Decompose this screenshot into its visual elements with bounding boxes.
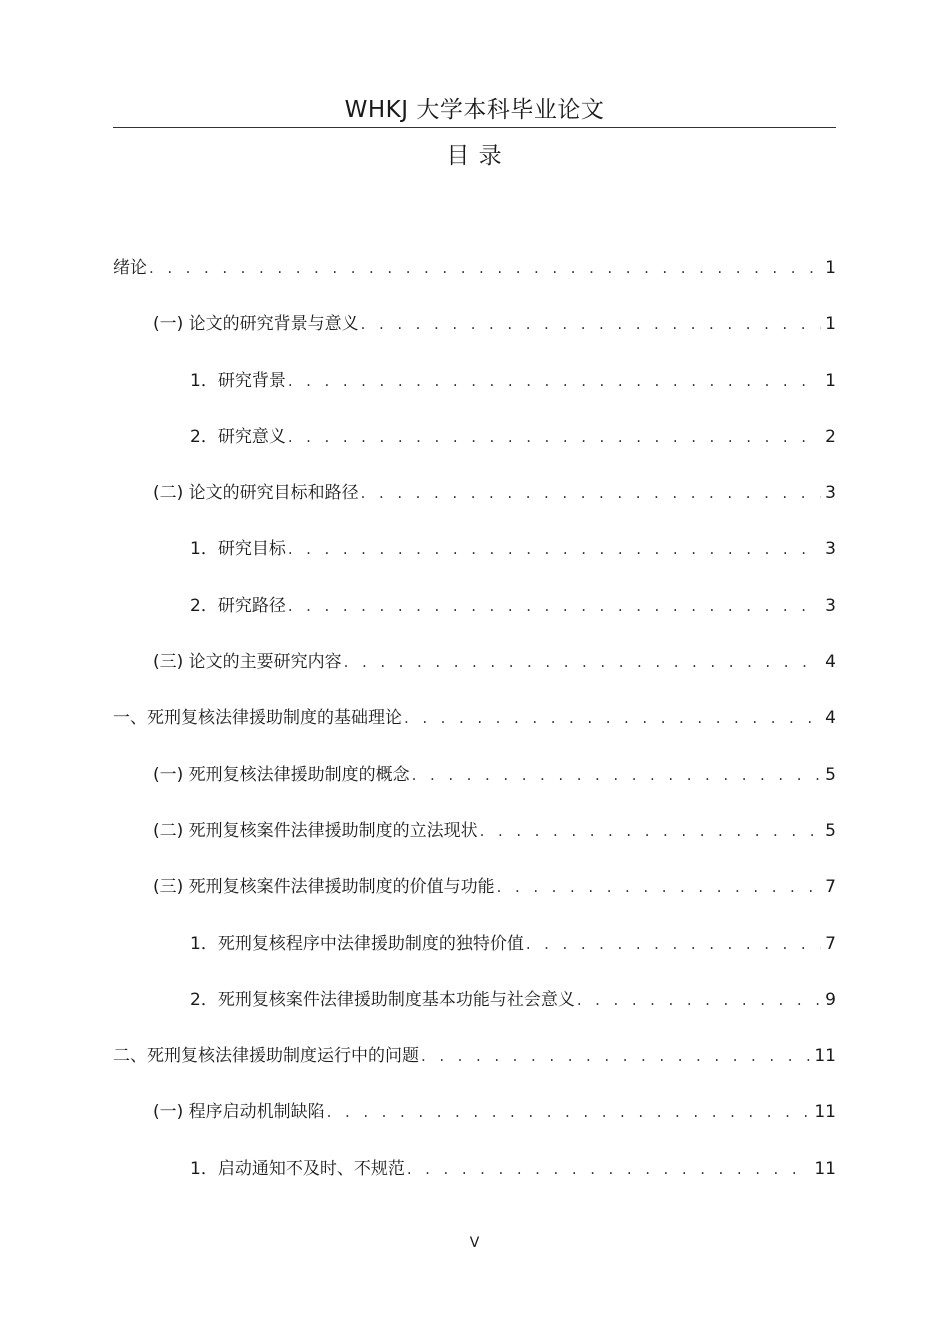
toc-leader-dots (288, 533, 821, 565)
toc-leader-dots (526, 928, 821, 960)
toc-entry-page: 1 (825, 314, 836, 335)
toc-leader-dots (497, 871, 822, 903)
toc-entry-label: (三) 论文的主要研究内容 (153, 652, 342, 673)
toc-entry[interactable] (113, 1040, 836, 1096)
toc-entry[interactable] (113, 1153, 836, 1209)
toc-entry-page: 5 (825, 764, 836, 785)
toc-entry-label: 1．研究目标 (190, 539, 286, 560)
toc-entry-label: (一) 死刑复核法律援助制度的概念 (153, 764, 410, 785)
toc-entry-label: 1．研究背景 (190, 370, 286, 391)
toc-entry[interactable] (113, 646, 836, 702)
toc-entry-label: 2．研究意义 (190, 426, 286, 447)
toc-entry-label: 绪论 (113, 258, 147, 278)
toc-leader-dots (344, 646, 822, 678)
toc-leader-dots (412, 759, 822, 791)
toc-entry[interactable] (113, 1096, 836, 1152)
toc-entry[interactable] (113, 421, 836, 477)
toc-entry-label: 1．死刑复核程序中法律援助制度的独特价值 (190, 933, 524, 954)
table-of-contents (113, 252, 836, 1209)
toc-leader-dots (577, 984, 821, 1016)
toc-entry-page: 11 (814, 1158, 836, 1179)
toc-entry-page: 4 (825, 708, 836, 729)
header-divider (113, 127, 836, 128)
toc-entry-page: 3 (825, 483, 836, 504)
toc-entry-page: 5 (825, 820, 836, 841)
toc-entry-page: 3 (825, 539, 836, 560)
toc-entry-page: 2 (825, 426, 836, 447)
toc-leader-dots (288, 421, 821, 453)
toc-entry-label: (二) 论文的研究目标和路径 (153, 483, 359, 504)
toc-entry-label: (二) 死刑复核案件法律援助制度的立法现状 (153, 820, 478, 841)
toc-leader-dots (361, 477, 822, 509)
toc-entry[interactable] (113, 928, 836, 984)
toc-entry-page: 1 (825, 258, 836, 278)
page-header-title: WHKJ 大学本科毕业论文 (344, 97, 605, 123)
toc-entry-page: 11 (814, 1102, 836, 1123)
toc-entry-label: 二、死刑复核法律援助制度运行中的问题 (113, 1046, 419, 1067)
toc-entry-label: 一、死刑复核法律援助制度的基础理论 (113, 708, 402, 729)
toc-entry-label: (一) 论文的研究背景与意义 (153, 314, 359, 335)
toc-leader-dots (288, 590, 821, 622)
toc-entry[interactable] (113, 984, 836, 1040)
toc-leader-dots (407, 1153, 811, 1185)
toc-entry-page: 7 (825, 877, 836, 898)
toc-entry[interactable] (113, 759, 836, 815)
toc-entry[interactable] (113, 871, 836, 927)
toc-leader-dots (327, 1096, 811, 1128)
toc-entry-page: 4 (825, 652, 836, 673)
toc-leader-dots (480, 815, 822, 847)
toc-leader-dots (149, 252, 821, 284)
toc-entry[interactable] (113, 533, 836, 589)
toc-entry[interactable] (113, 365, 836, 421)
toc-entry-page: 11 (814, 1046, 836, 1067)
page-number: V (469, 1235, 480, 1251)
toc-leader-dots (404, 702, 821, 734)
toc-leader-dots (361, 308, 822, 340)
toc-entry-label: (三) 死刑复核案件法律援助制度的价值与功能 (153, 877, 495, 898)
toc-entry-page: 7 (825, 933, 836, 954)
toc-leader-dots (421, 1040, 810, 1072)
toc-entry-page: 9 (825, 989, 836, 1010)
toc-entry[interactable] (113, 477, 836, 533)
toc-entry[interactable] (113, 815, 836, 871)
toc-leader-dots (288, 365, 821, 397)
toc-entry-label: 1．启动通知不及时、不规范 (190, 1158, 405, 1179)
toc-entry[interactable] (113, 702, 836, 758)
toc-title: 目 录 (446, 143, 503, 169)
toc-entry[interactable] (113, 252, 836, 308)
toc-entry-page: 1 (825, 370, 836, 391)
toc-entry-page: 3 (825, 595, 836, 616)
toc-entry-label: (一) 程序启动机制缺陷 (153, 1102, 325, 1123)
toc-entry[interactable] (113, 590, 836, 646)
toc-entry-label: 2．研究路径 (190, 595, 286, 616)
toc-entry[interactable] (113, 308, 836, 364)
toc-entry-label: 2．死刑复核案件法律援助制度基本功能与社会意义 (190, 989, 575, 1010)
